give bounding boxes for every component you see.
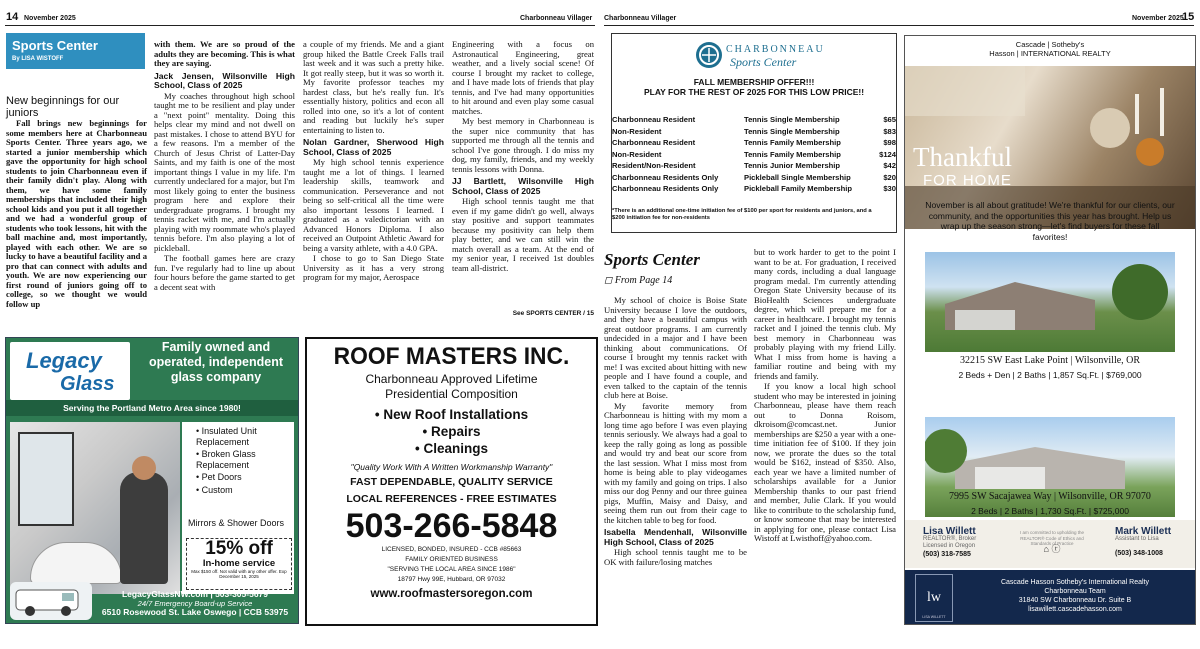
byline: By LISA WISTOFF [12,56,64,62]
continued-col-1 [604,296,747,568]
footer-team: Charbonneau Team [1044,588,1106,595]
coupon[interactable] [186,538,292,590]
service-item: • Pet Doors [196,472,294,483]
ethics-note [1016,530,1088,552]
price-row [612,149,896,161]
continued-section-title: Sports Center [604,250,700,269]
left-page-date: November 2025 [24,15,76,22]
price-table [612,114,896,195]
hero-title: Thankful [913,142,1012,172]
member-brand-1: CHARBONNEAU [726,44,825,55]
window-shape [18,432,74,526]
row-who: Charbonneau Resident [612,138,696,148]
sothebys-footer [905,570,1195,624]
service-item: • Insulated Unit Replacement [196,426,294,447]
price-row [612,172,896,184]
profile-text-nolan-4: My best memory in Charbonneau is the super nice community that has supported me through all the tennis and school I've gone through. I do miss my dog, my family, friends, and my weekly tennis lessons with Donna. [452,116,594,174]
sports-center-banner [6,33,145,69]
row-price: $98 [883,138,896,148]
agent-1-phone[interactable]: (503) 318-7585 [923,550,971,558]
row-type: Tennis Junior Membership [744,161,841,171]
right-page-publication: Charbonneau Villager [604,15,677,22]
agent-2-role: Assistant to Lisa [1115,535,1159,542]
svg-text:lw: lw [927,590,941,605]
row-price: $124 [879,149,896,159]
ethics-text: I am committed to upholding the REALTOR® Code of Ethics and Standards of Practice [1019,530,1085,546]
sothebys-ad[interactable] [904,35,1196,625]
article-headline: New beginnings for our juniors [6,95,120,119]
continued-from-text: From Page 14 [614,275,673,286]
profile-text-isabella: High school tennis taught me to be OK with failure/losing matches [604,547,747,567]
legacy-emergency: 24/7 Emergency Board-up Service [137,599,253,608]
lisa-willett-badge-icon [915,574,953,622]
left-page-number: 14 [6,11,19,23]
roof-sub-2: Presidential Composition [385,387,518,401]
sothebys-intro: November is all about gratitude! We're thankful for our clients, our community, and the opportunities this year has brought. Help us wrap up the season strong—let's find buyers for these fall favorites! [925,200,1175,242]
roof-service-item: • Repairs [422,424,481,439]
sports-center-emblem-icon [696,42,722,68]
article-col-3 [303,40,444,284]
badge-text: LISA WILLETT [922,615,946,619]
row-price: $42 [883,161,896,171]
profile-text-jack: My coaches throughout high school taught me to be resilient and play under a "next point" mentality. Doing this helps clear my mind and not dwell on past mistakes. I chose to attend BYU for a few reasons. I'm a member of the Church of Jesus Christ of Latter-Day Saints, and my faith is one of the most important things I value in my life. I'm currently undeclared for a major, but I'm most likely going to enter the business program here and explore their undergraduate programs. I brought my tennis racket with me, and I'm actually playing with my roommate who's played tennis before. I'm also playing a lot of pickleball. [154,90,295,253]
roof-title: ROOF MASTERS INC. [333,343,570,370]
worker-shape [120,472,168,584]
cont-profile-text-1: My school of choice is Boise State University because I love the outdoors, and they have a beautiful campus with great outdoor programs. I am currently undecided in a major and I have been thinking about communications. Of course I brought my tennis racket with me! I was excited about hitting with new people and I have found a couple, and even talked to the captain of the tennis club here at Boise. [604,295,747,400]
legacy-footer [92,590,298,617]
profile-text-jack-2: The football games here are crazy fun. I've regularly had to line up about four hours before the game started to get a decent seat with [154,253,295,292]
agent-1-license: Licensed in Oregon [923,543,976,549]
arrow-icon: ◻ [604,275,615,286]
continued-link[interactable]: See SPORTS CENTER / 15 [512,310,594,317]
roof-service-item: • New Roof Installations [374,407,529,422]
footer-address: 31840 SW Charbonneau Dr. Suite B [1018,597,1132,604]
right-page-number: 15 [1182,11,1195,23]
roof-url[interactable]: www.roofmastersoregon.com [370,588,533,600]
row-type: Pickleball Family Membership [744,184,853,194]
listing-2-details: 2 Beds | 2 Baths | 1,730 Sq.Ft. | $725,000 [971,506,1129,516]
logo-line-1: Legacy [26,348,102,373]
roof-service-item: • Cleanings [415,441,488,456]
member-brand-2: Sports Center [730,55,797,69]
logo-line-2: Glass [60,373,115,395]
profile-heading-nolan: Nolan Gardner, Sherwood High School, Class of 2025 [303,137,444,157]
legacy-glass-ad[interactable] [5,337,299,624]
legacy-services-panel [182,422,294,594]
row-type: Tennis Single Membership [744,115,840,125]
roof-dependable: FAST DEPENDABLE, QUALITY SERVICE [350,476,553,488]
roof-references: LOCAL REFERENCES - FREE ESTIMATES [346,493,557,505]
worker-head-shape [132,456,156,480]
price-row [612,183,896,195]
profile-text-jj: High school tennis taught me that even if my game didn't go well, always stay positive and support teammates because my positivity can help them play better, and we can still win the match overall as a team. At the end of my senior year, I received 1st doubles team all-district. [452,196,594,273]
sothebys-logo [905,40,1195,58]
agent-2-name: Mark Willett [1115,526,1172,537]
listing-photo-1[interactable] [925,252,1175,352]
logo-line-2: Hasson | INTERNATIONAL REALTY [989,49,1111,58]
footer-website[interactable]: lisawillett.cascadehasson.com [1028,606,1122,613]
agent-1-name: Lisa Willett [923,526,976,537]
initiation-fee-note: *There is an additional one-time initiation fee of $100 per sport for residents and juniors, and a $200 initiation fee for non-residents [612,208,872,221]
logo-line-1: Cascade | Sotheby's [1015,40,1085,49]
footer-company: Cascade Hasson Sotheby's International Realty [1000,579,1150,586]
agent-mark [1115,528,1171,558]
agent-1-role: REALTOR®, Broker [923,535,977,542]
legacy-address: 6510 Rosewood St. Lake Oswego | CCB 53975 [101,607,289,617]
article-col-1 [6,119,147,310]
article-col-2 [154,40,295,293]
row-who: Charbonneau Resident [612,115,696,125]
listing-photo-2[interactable] [925,417,1175,517]
bathtub-shape [30,542,122,584]
service-item: • Custom [196,485,294,496]
roof-sub-1: Charbonneau Approved Lifetime [365,372,538,386]
profile-heading-isabella: Isabella Mendenhall, Wilsonville High School, Class of 2025 [604,527,747,547]
membership-offer-ad[interactable] [611,33,897,233]
article-col-4 [452,40,594,274]
coupon-discount: 15% off [205,538,273,559]
row-who: Resident/Non-Resident [612,161,696,171]
equal-housing-icon: ⌂ ⓡ [1043,543,1061,554]
roof-since: "SERVING THE LOCAL AREA SINCE 1986" [387,566,516,573]
left-page-publication: Charbonneau Villager [520,15,593,22]
roof-address: 18797 Hwy 99E, Hubbard, OR 97032 [397,576,506,583]
roof-phone[interactable]: 503-266-5848 [345,507,558,545]
member-offer [612,77,896,97]
row-price: $20 [883,172,896,182]
row-type: Tennis Family Membership [744,138,841,148]
legacy-tagline: Family owned and operated, independent glass company [148,340,284,384]
right-page-date: November 2025 [1132,15,1184,22]
roof-masters-ad[interactable] [305,337,598,626]
row-type: Tennis Single Membership [744,126,840,136]
continued-from [604,275,672,286]
agent-lisa [923,528,976,558]
row-who: Non-Resident [612,149,662,159]
coupon-service: In-home service [202,558,276,569]
listing-2-address: 7995 SW Sacajawea Way | Wilsonville, OR 97070 [949,491,1151,502]
roof-services [307,406,596,457]
profile-text-jack-3: a couple of my friends. Me and a giant group hiked the Battle Creek Falls trail last week and it was such a pretty hike. It got really steep, but it was so worth it. My favorite professor teaches my hardest class, but he's really fun. It's essentially history, politics and econ all rolled into one, so it's a lot of content and reading but luckily he's super entertaining to listen to. [303,39,444,135]
listing-1-details: 2 Beds + Den | 2 Baths | 1,857 Sq.Ft. | $769,000 [958,370,1142,380]
continued-col-2 [754,248,896,545]
profile-heading-jj: JJ Bartlett, Wilsonville High School, Class of 2025 [452,176,594,196]
service-item: • Broken Glass Replacement [196,449,294,470]
price-row [612,137,896,149]
profile-text-nolan: My high school tennis experience taught me a lot of things. I learned leadership skills, teamwork and communication. Perseverance and not being so self-critical all the time were also important lessons I learned. I graduated as a valedictorian with an Advanced Honors Diploma. I also received an Outpoint Athletic Award for being a varsity athlete, with a 4.0 GPA. [303,157,444,253]
left-header-rule [5,25,595,26]
price-row [612,160,896,172]
price-row [612,114,896,126]
row-type: Pickleball Single Membership [744,172,851,182]
article-intro-cont: with them. We are so proud of the adults they are becoming. This is what they are saying. [154,39,295,68]
installer-photo [10,422,180,594]
section-title: Sports Center [12,38,98,53]
footer-text [965,578,1185,614]
row-price: $65 [883,115,896,125]
article-intro: Fall brings new beginnings for some members here at Charbonneau Sports Center. Three years ago, we started a junior membership which gave the opportunity for high school students to join Charbonneau even if their family didn't play. Along with them, we have some family memberships that included their high school kids and you put it all together and we had a wonderful group of students who took lessons, hit with the ball machine and, most importantly, played with each other. We are so lucky to have a beautiful facility and a pro that can connect with adults and youth. We are now experiencing our first round of juniors going off to college, so we thought we would follow up [6,118,147,309]
agents-strip [905,520,1195,568]
roof-license: LICENSED, BONDED, INSURED - CCB #85663 [381,546,522,553]
right-header-rule [604,25,1194,26]
price-row [612,126,896,138]
profile-text-nolan-3: Engineering with a focus on Astronautical Engineering, great weather, and a lively social scene! Of course I brought my racket to college, and I have made lots of friends that play tennis, and I've had many opportunities to hit around and even play some casual matches. [452,39,594,116]
offer-line-1: FALL MEMBERSHIP OFFER!!! [693,77,815,87]
cont-profile-text-2: My favorite memory from Charbonneau is hitting with my mom a long time ago before I was even playing tennis seriously. We always had a goal to keep the rally going as long as possible and would try and beat our score from the last session. What I miss most from home is being able to play videogames with my family and going on trips. I also miss our dog Penny and our three guinea pigs, Muffin, Maisy and Daisy, and seeing them run out from their cage to the kitchen table to beg for food. [604,400,747,525]
row-price: $30 [883,184,896,194]
service-mirrors: Mirrors & Shower Doors [188,518,285,528]
coupon-fine-print: Max $150 off. Not valid with any other offer. Exp December 15, 2025 [191,569,287,579]
row-who: Charbonneau Residents Only [612,172,719,182]
legacy-service-area: Serving the Portland Metro Area since 1980! [6,400,298,416]
row-type: Tennis Family Membership [744,149,841,159]
listing-1-address: 32215 SW East Lake Point | Wilsonville, OR [959,355,1141,366]
profile-heading-jack: Jack Jensen, Wilsonville High School, Class of 2025 [154,70,295,90]
profile-text-nolan-2: I chose to go to San Diego State University as it has a very strong program for my major, Aerospace [303,253,444,282]
row-who: Charbonneau Residents Only [612,184,719,194]
van-icon [10,582,92,620]
closing-text: If you know a local high school student who may be interested in joining Charbonneau, please have them reach out to Donna Roisom, dkroisom@comcast.net. Junior memberships are $250 a year with a one-time initiation fee of $100. If they join now, we prorate the dues so the total would be $162, instead of $350. Also, each year we have a limited number of scholarships available for a Junior Membership thanks to our past friend and member, Julie Clark. If you would like to contribute to the scholarship fund, or know someone that may be interested in applying for one, please contact Lisa Wistoff at Lwisthoff@yahoo.com. [754,381,896,543]
row-who: Non-Resident [612,126,662,136]
legacy-logo [10,342,130,400]
profile-text-isabella-2: but to work harder to get to the point I want to be at. For graduation, I received many cords, including a dual language program medal. I'm currently attending Oregon State University because of its BioHealth Sciences undergraduate degree, which will prepare me for a career in healthcare. I brought my tennis racket and I joined the tennis club. My best memory in Charbonneau was probably playing with my friend Lilly. What I miss from home is having a familiar routine and being with my friends and family. [754,247,896,381]
row-price: $83 [883,126,896,136]
roof-family: FAMILY ORIENTED BUSINESS [405,556,498,563]
roof-quote: "Quality Work With A Written Workmanship Warranty" [350,462,553,472]
hero-subtitle: FOR HOME [923,172,1012,189]
agent-2-phone[interactable]: (503) 348-1008 [1115,550,1163,557]
offer-line-2: PLAY FOR THE REST OF 2025 FOR THIS LOW PRICE!! [643,87,865,97]
legacy-web-phone[interactable]: LegacyGlassNW.com | 503-305-5679 [121,589,268,599]
